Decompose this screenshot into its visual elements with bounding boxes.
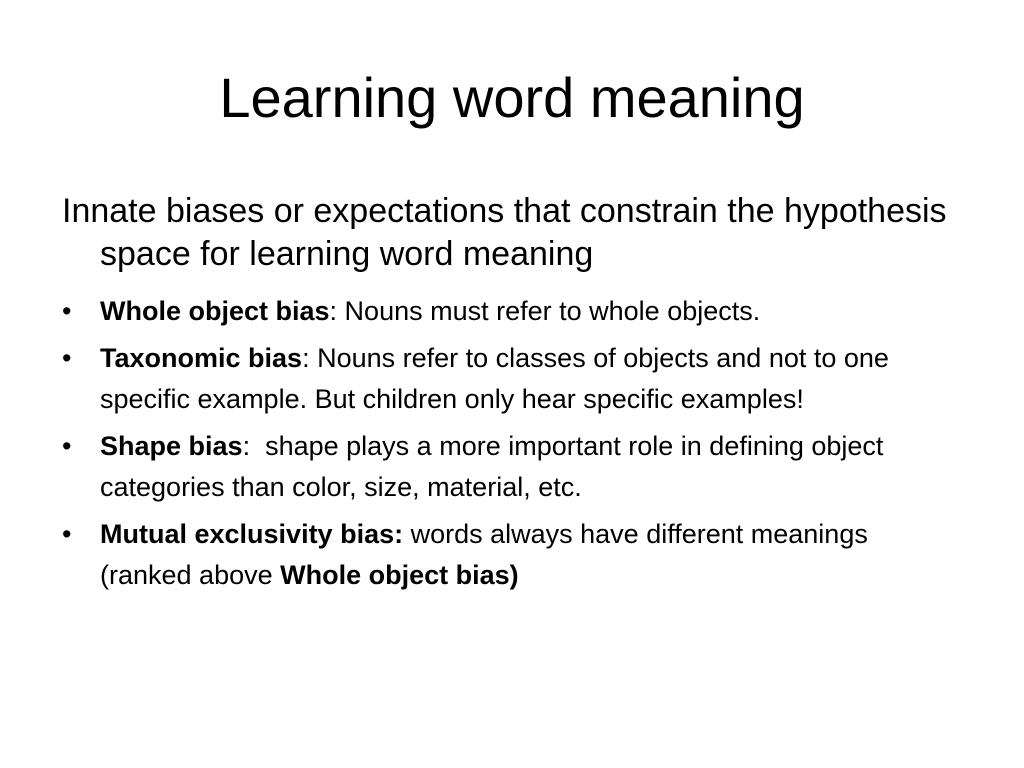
bullet-term: Mutual exclusivity bias: — [100, 519, 404, 549]
bullet-text: Nouns refer to classes of objects and not to one specific example. But children only hear specific examples! — [100, 343, 889, 414]
bullet-term: Shape bias — [100, 431, 243, 461]
bullet-marker: • — [62, 519, 72, 549]
bullet-shape-bias — [62, 426, 962, 508]
bullet-text: words always have different meanings (ranked above — [100, 519, 868, 590]
intro-paragraph: Innate biases or expectations that constrain the hypothesis space for learning word meaning — [62, 192, 947, 273]
bullet-taxonomic-bias — [62, 338, 962, 420]
bullet-text: Nouns must refer to whole objects. — [337, 296, 761, 326]
bullet-list — [62, 291, 962, 602]
bullet-separator: : — [329, 296, 338, 326]
bullet-trailing-bold: Whole object bias) — [280, 560, 519, 590]
bullet-whole-object-bias — [62, 291, 962, 332]
bullet-marker: • — [62, 296, 72, 326]
bullet-marker: • — [62, 343, 72, 373]
bullet-separator: : — [242, 431, 251, 461]
bullet-separator: : — [302, 343, 310, 373]
bullet-term: Whole object bias — [100, 296, 330, 326]
bullet-mutual-exclusivity-bias — [62, 514, 962, 596]
slide-title: Learning word meaning — [219, 66, 805, 129]
bullet-text: shape plays a more important role in defining object categories than color, size, material, etc. — [100, 431, 891, 502]
bullet-marker: • — [62, 431, 72, 461]
bullet-term: Taxonomic bias — [100, 343, 303, 373]
